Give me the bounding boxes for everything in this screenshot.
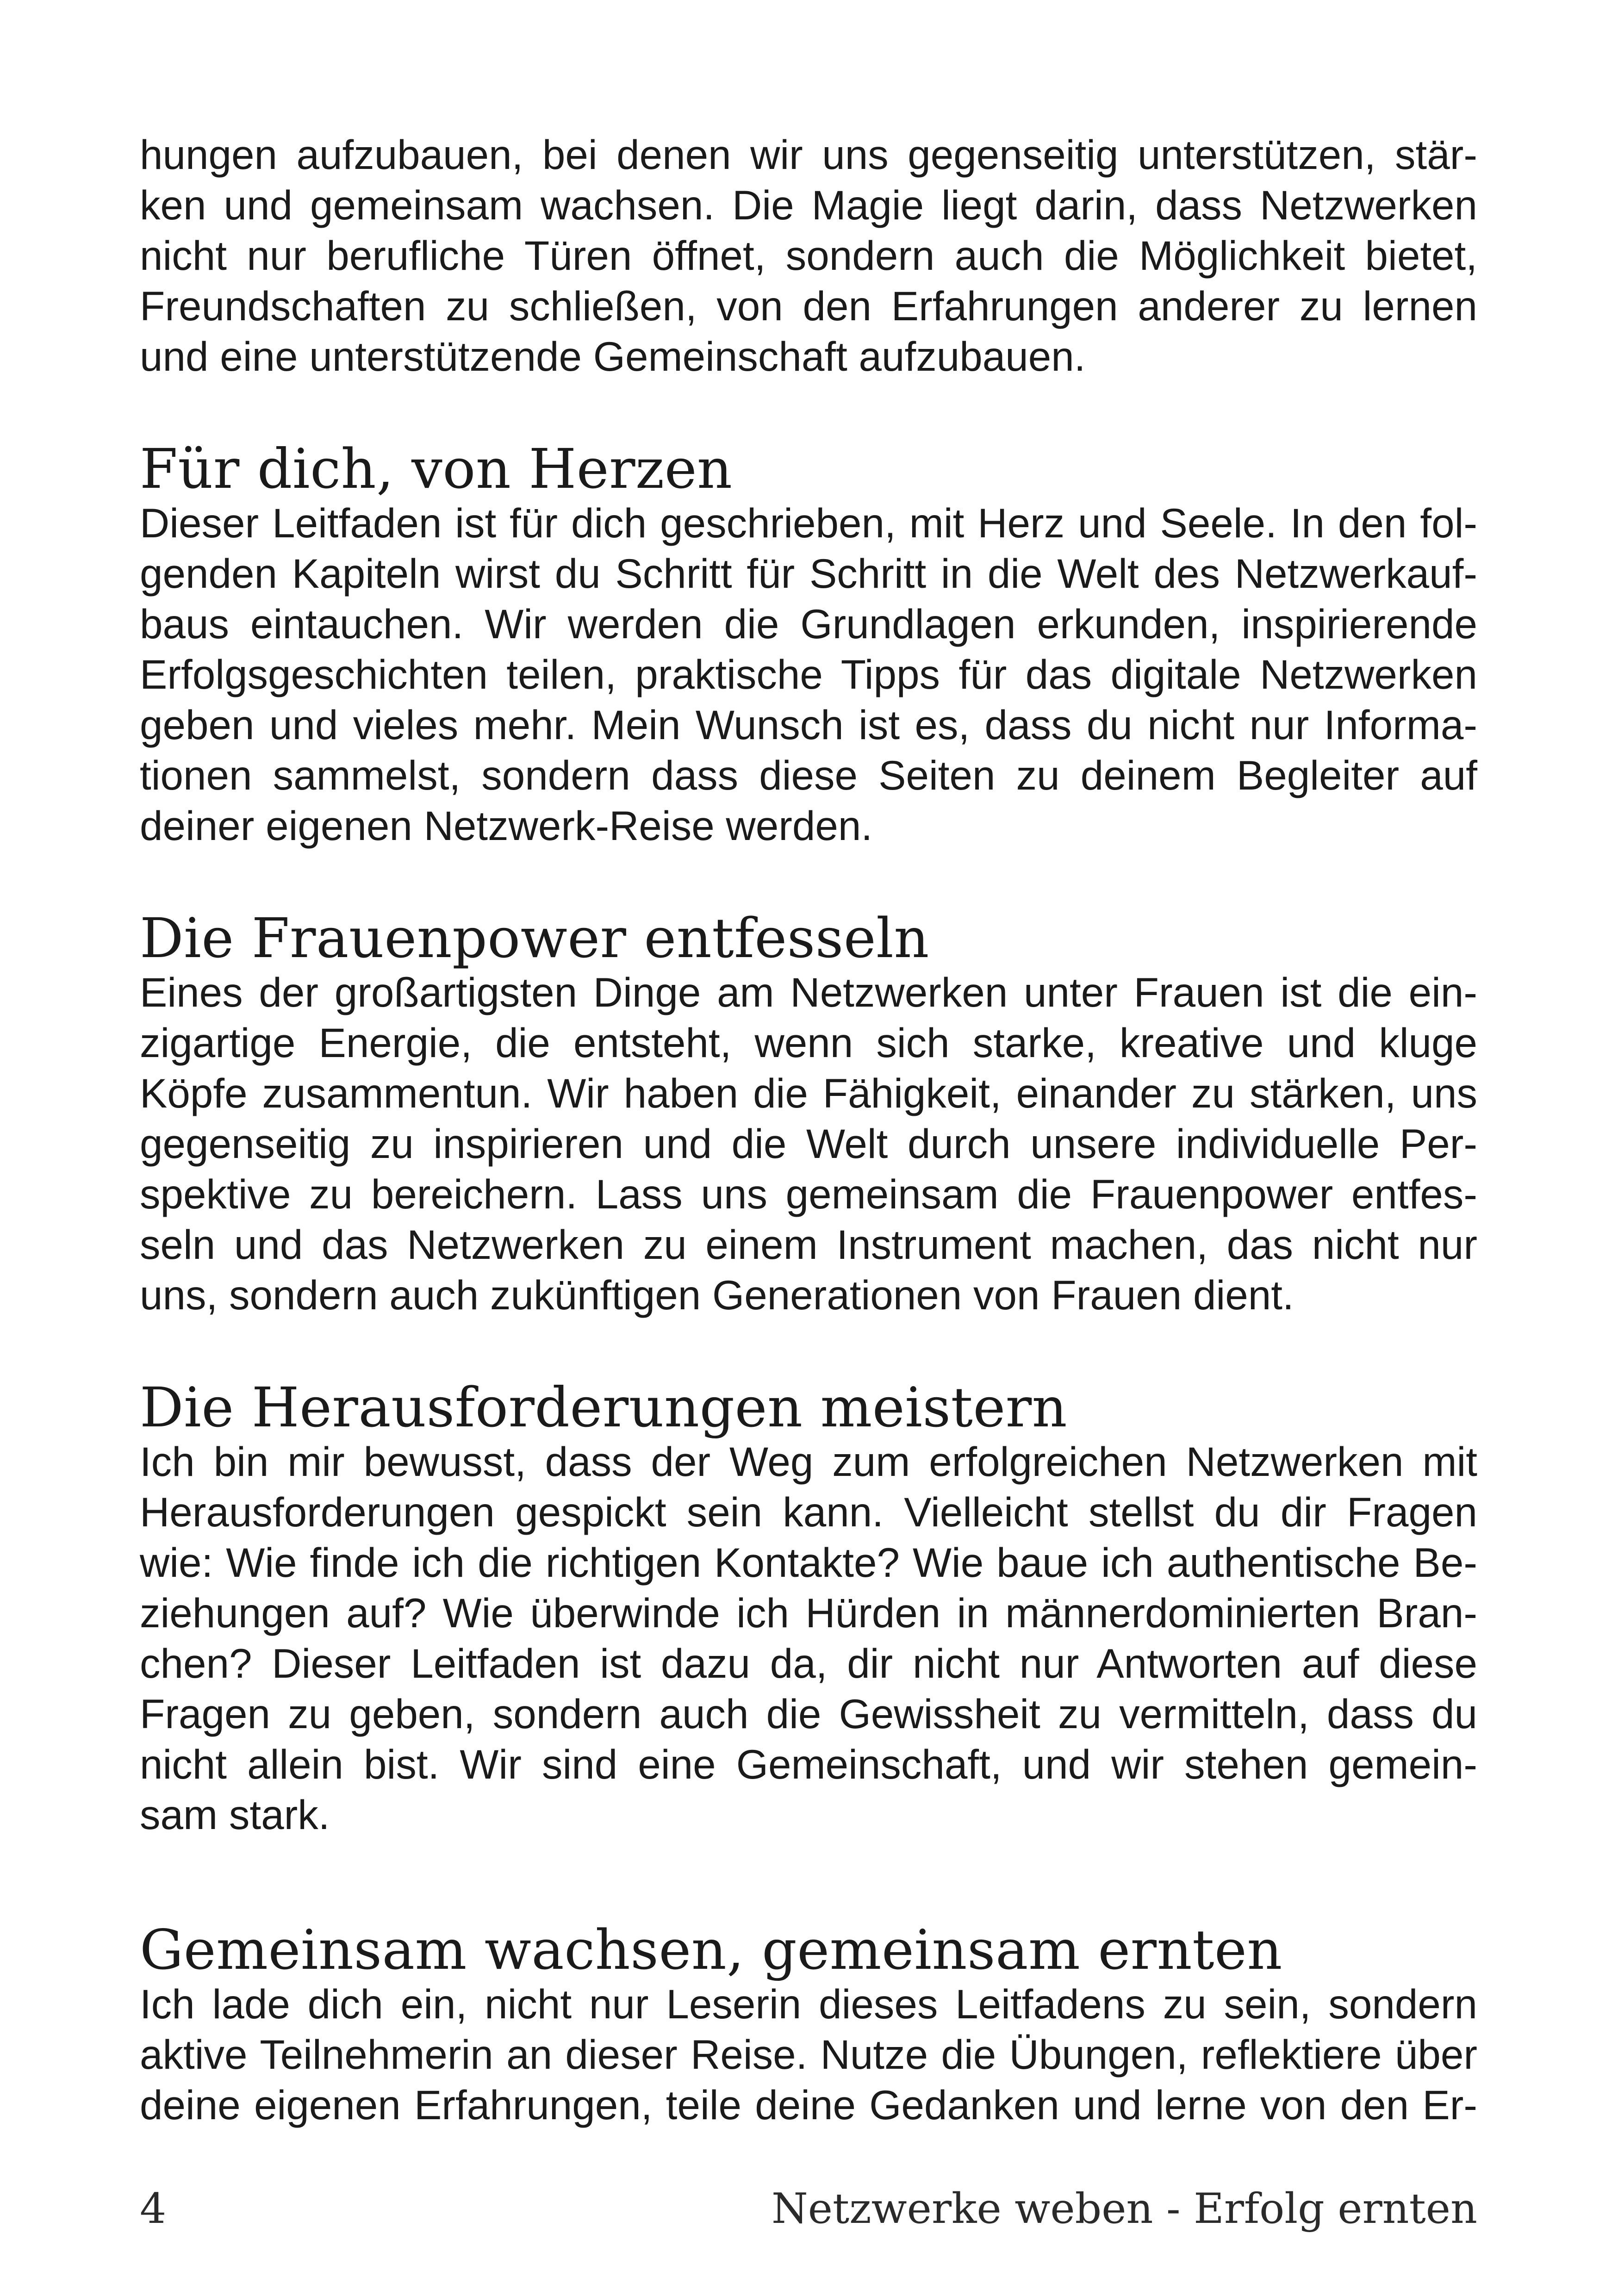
text-line: Ich bin mir bewusst, dass der Weg zum erfolgreichen Netzwerken mit xyxy=(140,1438,1477,1485)
section-heading: Die Herausforderungen meistern xyxy=(140,1375,1068,1439)
text-line: seln und das Netzwerken zu einem Instrument machen, das nicht nur xyxy=(140,1221,1477,1268)
text-line: deine eigenen Erfahrungen, teile deine Gedanken und lerne von den Er- xyxy=(140,2082,1477,2128)
section-heading: Die Frauenpower entfesseln xyxy=(140,906,929,970)
text-line: chen? Dieser Leitfaden ist dazu da, dir nicht nur Antworten auf diese xyxy=(140,1640,1477,1686)
section-paragraph xyxy=(140,1437,1477,1840)
text-line: Fragen zu geben, sondern auch die Gewissheit zu vermitteln, dass du xyxy=(140,1691,1477,1737)
text-line: Eines der großartigsten Dinge am Netzwerken unter Frauen ist die ein- xyxy=(140,969,1477,1015)
text-line: Ich lade dich ein, nicht nur Leserin dieses Leitfadens zu sein, sondern xyxy=(140,1981,1477,2027)
text-line: geben und vieles mehr. Mein Wunsch ist es, dass du nicht nur Informa- xyxy=(140,702,1477,748)
text-line: tionen sammelst, sondern dass diese Seiten zu deinem Begleiter auf xyxy=(140,752,1477,798)
text-line: ken und gemeinsam wachsen. Die Magie liegt darin, dass Netzwerken xyxy=(140,182,1477,228)
text-line: zigartige Energie, die entsteht, wenn sich starke, kreative und kluge xyxy=(140,1020,1477,1066)
text-line: hungen aufzubauen, bei denen wir uns gegenseitig unterstützen, stär- xyxy=(140,131,1477,178)
text-line: und eine unterstützende Gemeinschaft aufzubauen. xyxy=(140,333,1086,380)
section-fuer-dich xyxy=(140,437,1477,851)
text-line: genden Kapiteln wirst du Schritt für Schritt in die Welt des Netzwerkauf- xyxy=(140,550,1477,597)
intro-paragraph xyxy=(140,130,1477,382)
text-line: Dieser Leitfaden ist für dich geschrieben, mit Herz und Seele. In den fol- xyxy=(140,500,1477,546)
text-line: deiner eigenen Netzwerk-Reise werden. xyxy=(140,803,873,849)
section-paragraph xyxy=(140,1979,1477,2130)
text-line: spektive zu bereichern. Lass uns gemeinsam die Frauenpower entfes- xyxy=(140,1171,1477,1217)
text-line: Köpfe zusammentun. Wir haben die Fähigkeit, einander zu stärken, uns xyxy=(140,1070,1477,1116)
section-paragraph xyxy=(140,498,1477,851)
section-paragraph xyxy=(140,967,1477,1320)
text-line: Erfolgsgeschichten teilen, praktische Tipps für das digitale Netzwerken xyxy=(140,651,1477,697)
text-line: nicht allein bist. Wir sind eine Gemeinschaft, und wir stehen gemein- xyxy=(140,1741,1477,1787)
section-heading: Für dich, von Herzen xyxy=(140,437,733,501)
section-heading: Gemeinsam wachsen, gemeinsam ernten xyxy=(140,1918,1282,1982)
text-line: nicht nur berufliche Türen öffnet, sondern auch die Möglichkeit bietet, xyxy=(140,232,1477,279)
text-line: baus eintauchen. Wir werden die Grundlagen erkunden, inspirierende xyxy=(140,601,1477,647)
text-line: Herausforderungen gespickt sein kann. Vielleicht stellst du dir Fragen xyxy=(140,1489,1477,1535)
running-title: Netzwerke weben - Erfolg ernten xyxy=(772,2184,1477,2233)
section-herausforderungen xyxy=(140,1375,1477,1840)
text-line: Freundschaften zu schließen, von den Erfahrungen anderer zu lernen xyxy=(140,283,1477,329)
text-line: uns, sondern auch zukünftigen Generationen von Frauen dient. xyxy=(140,1272,1294,1318)
text-line: ziehungen auf? Wie überwinde ich Hürden in männerdominierten Bran- xyxy=(140,1590,1477,1636)
text-line: wie: Wie finde ich die richtigen Kontakte? Wie baue ich authentische Be- xyxy=(140,1539,1477,1586)
page-body xyxy=(140,130,1477,2130)
section-gemeinsam xyxy=(140,1918,1477,2130)
text-line: sam stark. xyxy=(140,1792,330,1838)
page-number: 4 xyxy=(140,2184,167,2233)
section-frauenpower xyxy=(140,906,1477,1320)
text-line: aktive Teilnehmerin an dieser Reise. Nutze die Übungen, reflektiere über xyxy=(140,2031,1477,2078)
text-line: gegenseitig zu inspirieren und die Welt durch unsere individuelle Per- xyxy=(140,1120,1477,1167)
